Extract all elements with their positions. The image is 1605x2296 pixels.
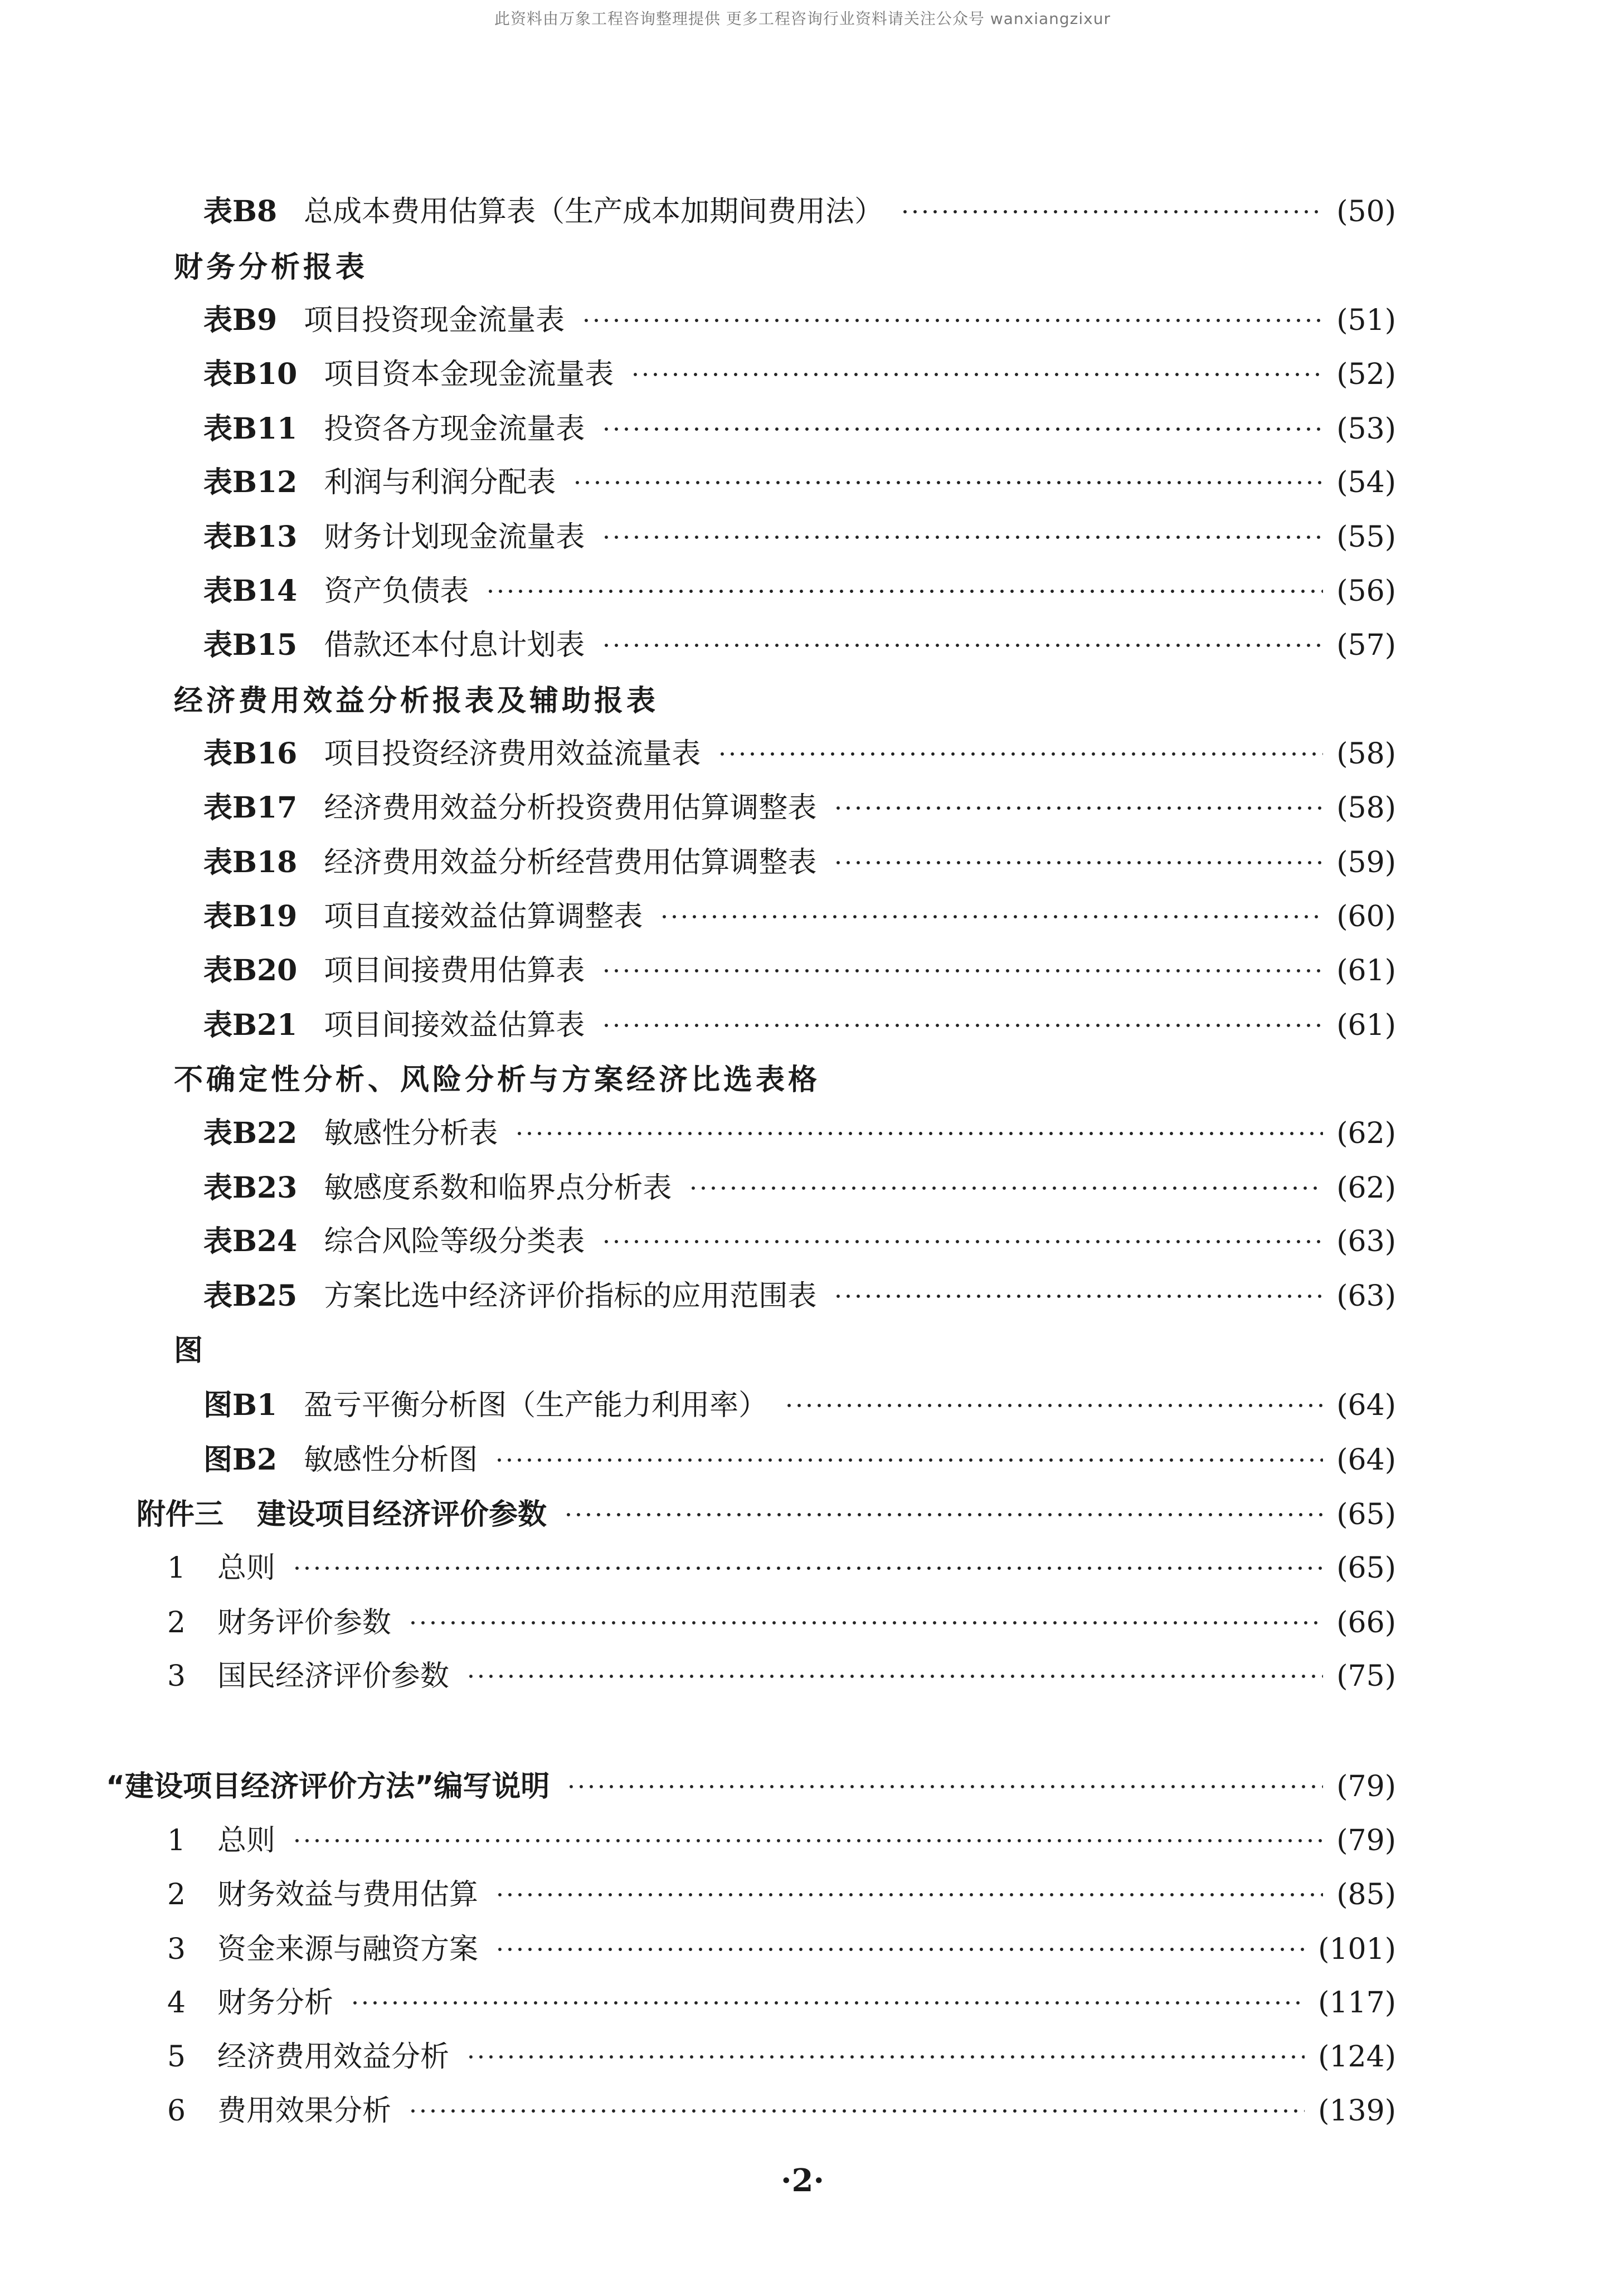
toc-entry-page: (52) (1336, 358, 1396, 391)
dot-leader (563, 1512, 1323, 1517)
dot-leader (601, 535, 1323, 539)
toc-entry-title: 财务计划现金流量表 (324, 521, 585, 554)
toc-entry-number: 表B21 (203, 1008, 298, 1042)
toc-entry-number: 表B10 (203, 357, 298, 391)
toc-entry-number: 附件三 (137, 1497, 224, 1531)
toc-entry[interactable] (203, 1166, 1396, 1210)
toc-entry-number: 表B18 (203, 845, 298, 879)
toc-entry-page: (63) (1336, 1280, 1396, 1313)
toc-entry-title: 总则 (217, 1551, 276, 1585)
dot-leader (601, 969, 1323, 973)
toc-entry-page: (61) (1336, 954, 1396, 988)
toc-entry-number: 1 (167, 1824, 186, 1857)
toc-entry-title: 敏感度系数和临界点分析表 (324, 1171, 672, 1205)
toc-entry-page: (101) (1318, 1933, 1396, 1966)
toc-entry[interactable] (203, 894, 1396, 939)
toc-entry-title: 项目资本金现金流量表 (324, 358, 614, 391)
toc-entry-page: (58) (1336, 737, 1396, 771)
toc-entry-title: 总成本费用估算表（生产成本加期间费用法） (304, 195, 884, 228)
toc-entry-title: “建设项目经济评价方法”编写说明 (106, 1770, 550, 1803)
toc-entry[interactable] (106, 1764, 1396, 1809)
dot-leader (408, 2109, 1305, 2113)
toc-entry-page: (124) (1318, 2040, 1396, 2074)
toc-entry[interactable] (203, 1383, 1396, 1428)
toc-entry-title: 经济费用效益分析经营费用估算调整表 (324, 846, 817, 879)
toc-entry-title: 项目直接效益估算调整表 (324, 900, 643, 933)
toc-entry-page: (65) (1336, 1498, 1396, 1531)
toc-entry[interactable] (203, 1274, 1396, 1319)
toc-entry-title: 综合风险等级分类表 (324, 1225, 585, 1258)
toc-entry[interactable] (167, 1818, 1396, 1863)
toc-entry-number: 图B1 (203, 1388, 278, 1422)
dot-leader (630, 372, 1323, 377)
dot-leader (466, 1674, 1323, 1679)
toc-entry[interactable] (167, 1601, 1396, 1645)
toc-entry-number: 3 (167, 1660, 186, 1693)
toc-entry-page: (54) (1336, 466, 1396, 499)
watermark-text: 此资料由万象工程咨询整理提供 更多工程咨询行业资料请关注公众号 wanxiangzixur (494, 9, 1111, 28)
toc-entry-number: 表B13 (203, 520, 298, 554)
toc-entry-page: (63) (1336, 1225, 1396, 1258)
dot-leader (581, 318, 1323, 323)
toc-entry-page: (79) (1336, 1770, 1396, 1803)
toc-entry[interactable] (203, 840, 1396, 885)
toc-entry[interactable] (203, 515, 1396, 560)
toc-entry-number: 表B24 (203, 1224, 298, 1258)
toc-entry-number: 2 (167, 1606, 186, 1640)
dot-leader (833, 860, 1323, 865)
toc-entry-page: (60) (1336, 900, 1396, 933)
dot-leader (688, 1186, 1323, 1190)
toc-entry-title: 国民经济评价参数 (217, 1660, 450, 1693)
toc-entry-title: 利润与利润分配表 (324, 466, 556, 499)
toc-entry[interactable] (203, 1111, 1396, 1156)
toc-entry[interactable] (203, 786, 1396, 830)
toc-entry[interactable] (203, 1438, 1396, 1482)
toc-entry-page: (64) (1336, 1389, 1396, 1422)
toc-entry-number: 4 (167, 1986, 186, 2020)
toc-entry-number: 图B2 (203, 1443, 278, 1477)
toc-entry-title: 盈亏平衡分析图（生产能力利用率） (304, 1389, 768, 1422)
toc-entry-page: (62) (1336, 1117, 1396, 1150)
toc-entry[interactable] (167, 2035, 1396, 2079)
toc-entry[interactable] (203, 407, 1396, 451)
toc-entry-page: (58) (1336, 791, 1396, 825)
toc-entry-title: 经济费用效益分析 (217, 2040, 450, 2074)
toc-entry-number: 表B25 (203, 1279, 298, 1313)
toc-entry[interactable] (137, 1492, 1396, 1537)
toc-entry-page: (61) (1336, 1009, 1396, 1042)
dot-leader (566, 1784, 1323, 1789)
toc-entry-title: 资产负债表 (324, 575, 469, 608)
dot-leader (292, 1566, 1323, 1570)
toc-entry[interactable] (203, 732, 1396, 776)
toc-entry-number: 表B22 (203, 1116, 298, 1150)
dot-leader (833, 806, 1323, 810)
toc-entry[interactable] (203, 948, 1396, 993)
dot-leader (601, 1023, 1323, 1028)
toc-entry[interactable] (167, 1872, 1396, 1917)
toc-entry-number: 表B12 (203, 465, 298, 499)
toc-entry-number: 表B19 (203, 899, 298, 933)
toc-entry-number: 表B16 (203, 737, 298, 771)
toc-entry-number: 表B11 (203, 412, 298, 446)
toc-entry-number: 5 (167, 2040, 186, 2074)
dot-leader (833, 1294, 1323, 1298)
toc-entry[interactable] (203, 189, 1396, 234)
dot-leader (408, 1621, 1323, 1625)
toc-entry-number: 3 (167, 1933, 186, 1966)
toc-entry-page: (79) (1336, 1824, 1396, 1857)
toc-entry-title: 财务效益与费用估算 (217, 1878, 479, 1911)
toc-entry-number: 表B14 (203, 574, 298, 608)
dot-leader (495, 1947, 1305, 1952)
section-heading: 不确定性分析、风险分析与方案经济比选表格 (174, 1063, 821, 1097)
dot-leader (572, 480, 1323, 485)
dot-leader (292, 1838, 1323, 1843)
toc-entry-page: (65) (1336, 1551, 1396, 1585)
toc-entry-title: 项目间接费用估算表 (324, 954, 585, 988)
toc-entry-page: (62) (1336, 1171, 1396, 1205)
toc-entry-page: (50) (1336, 195, 1396, 228)
toc-entry[interactable] (167, 2089, 1396, 2133)
section-heading: 图 (174, 1334, 207, 1368)
page-number: ·2· (781, 2162, 824, 2199)
dot-leader (717, 752, 1323, 756)
toc-entry-page: (53) (1336, 412, 1396, 446)
toc-entry-page: (64) (1336, 1443, 1396, 1477)
toc-entry-title: 项目间接效益估算表 (324, 1009, 585, 1042)
dot-leader (466, 2055, 1305, 2059)
toc-entry-title: 投资各方现金流量表 (324, 412, 585, 446)
dot-leader (514, 1131, 1323, 1136)
dot-leader (900, 210, 1323, 214)
toc-entry-title: 总则 (217, 1824, 276, 1857)
toc-entry-page: (51) (1336, 304, 1396, 337)
toc-entry-title: 敏感性分析表 (324, 1117, 498, 1150)
dot-leader (784, 1403, 1323, 1408)
toc-entry-page: (75) (1336, 1660, 1396, 1693)
toc-entry-title: 项目投资现金流量表 (304, 304, 565, 337)
toc-entry-page: (66) (1336, 1606, 1396, 1640)
toc-entry-page: (117) (1318, 1986, 1396, 2020)
toc-entry-title: 费用效果分析 (217, 2094, 392, 2128)
toc-entry-number: 表B9 (203, 303, 278, 337)
dot-leader (601, 1239, 1323, 1244)
toc-entry-number: 2 (167, 1878, 186, 1911)
toc-entry-number: 1 (167, 1551, 186, 1585)
toc-entry-page: (57) (1336, 629, 1396, 662)
toc-entry-title: 借款还本付息计划表 (324, 629, 585, 662)
toc-entry-number: 表B20 (203, 954, 298, 988)
toc-entry-page: (56) (1336, 575, 1396, 608)
toc-entry[interactable] (167, 1981, 1396, 2025)
section-heading: 经济费用效益分析报表及辅助报表 (174, 684, 659, 718)
toc-entry[interactable] (203, 1219, 1396, 1264)
toc-entry-number: 表B23 (203, 1171, 298, 1205)
toc-entry-title: 项目投资经济费用效益流量表 (324, 737, 701, 771)
toc-entry-number: 表B15 (203, 628, 298, 662)
dot-leader (601, 427, 1323, 431)
toc-entry[interactable] (203, 460, 1396, 505)
toc-entry-title: 资金来源与融资方案 (217, 1933, 479, 1966)
dot-leader (494, 1458, 1323, 1462)
toc-entry-number: 表B17 (203, 791, 298, 825)
toc-entry-title: 建设项目经济评价参数 (257, 1498, 547, 1531)
toc-entry-page: (59) (1336, 846, 1396, 879)
toc-entry[interactable] (203, 298, 1396, 343)
toc-entry-number: 表B8 (203, 194, 278, 228)
toc-entry-title: 财务分析 (217, 1986, 334, 2020)
toc-entry-page: (139) (1318, 2094, 1396, 2128)
toc-entry-title: 方案比选中经济评价指标的应用范围表 (324, 1280, 817, 1313)
dot-leader (601, 643, 1323, 648)
dot-leader (485, 589, 1323, 594)
toc-entry-number: 6 (167, 2094, 186, 2128)
toc-entry[interactable] (167, 1546, 1396, 1590)
dot-leader (350, 2001, 1305, 2005)
toc-entry-page: (85) (1336, 1878, 1396, 1911)
toc-entry-title: 经济费用效益分析投资费用估算调整表 (324, 791, 817, 825)
toc-entry-page: (55) (1336, 521, 1396, 554)
toc-entry[interactable] (203, 569, 1396, 614)
dot-leader (495, 1893, 1323, 1897)
toc-entry[interactable] (167, 1927, 1396, 1972)
toc-entry[interactable] (203, 623, 1396, 668)
toc-entry-title: 财务评价参数 (217, 1606, 392, 1640)
toc-entry-title: 敏感性分析图 (304, 1443, 478, 1477)
section-heading: 财务分析报表 (174, 250, 368, 284)
toc-entry[interactable] (167, 1654, 1396, 1699)
toc-entry[interactable] (203, 1003, 1396, 1048)
dot-leader (659, 914, 1323, 919)
toc-entry[interactable] (203, 352, 1396, 397)
